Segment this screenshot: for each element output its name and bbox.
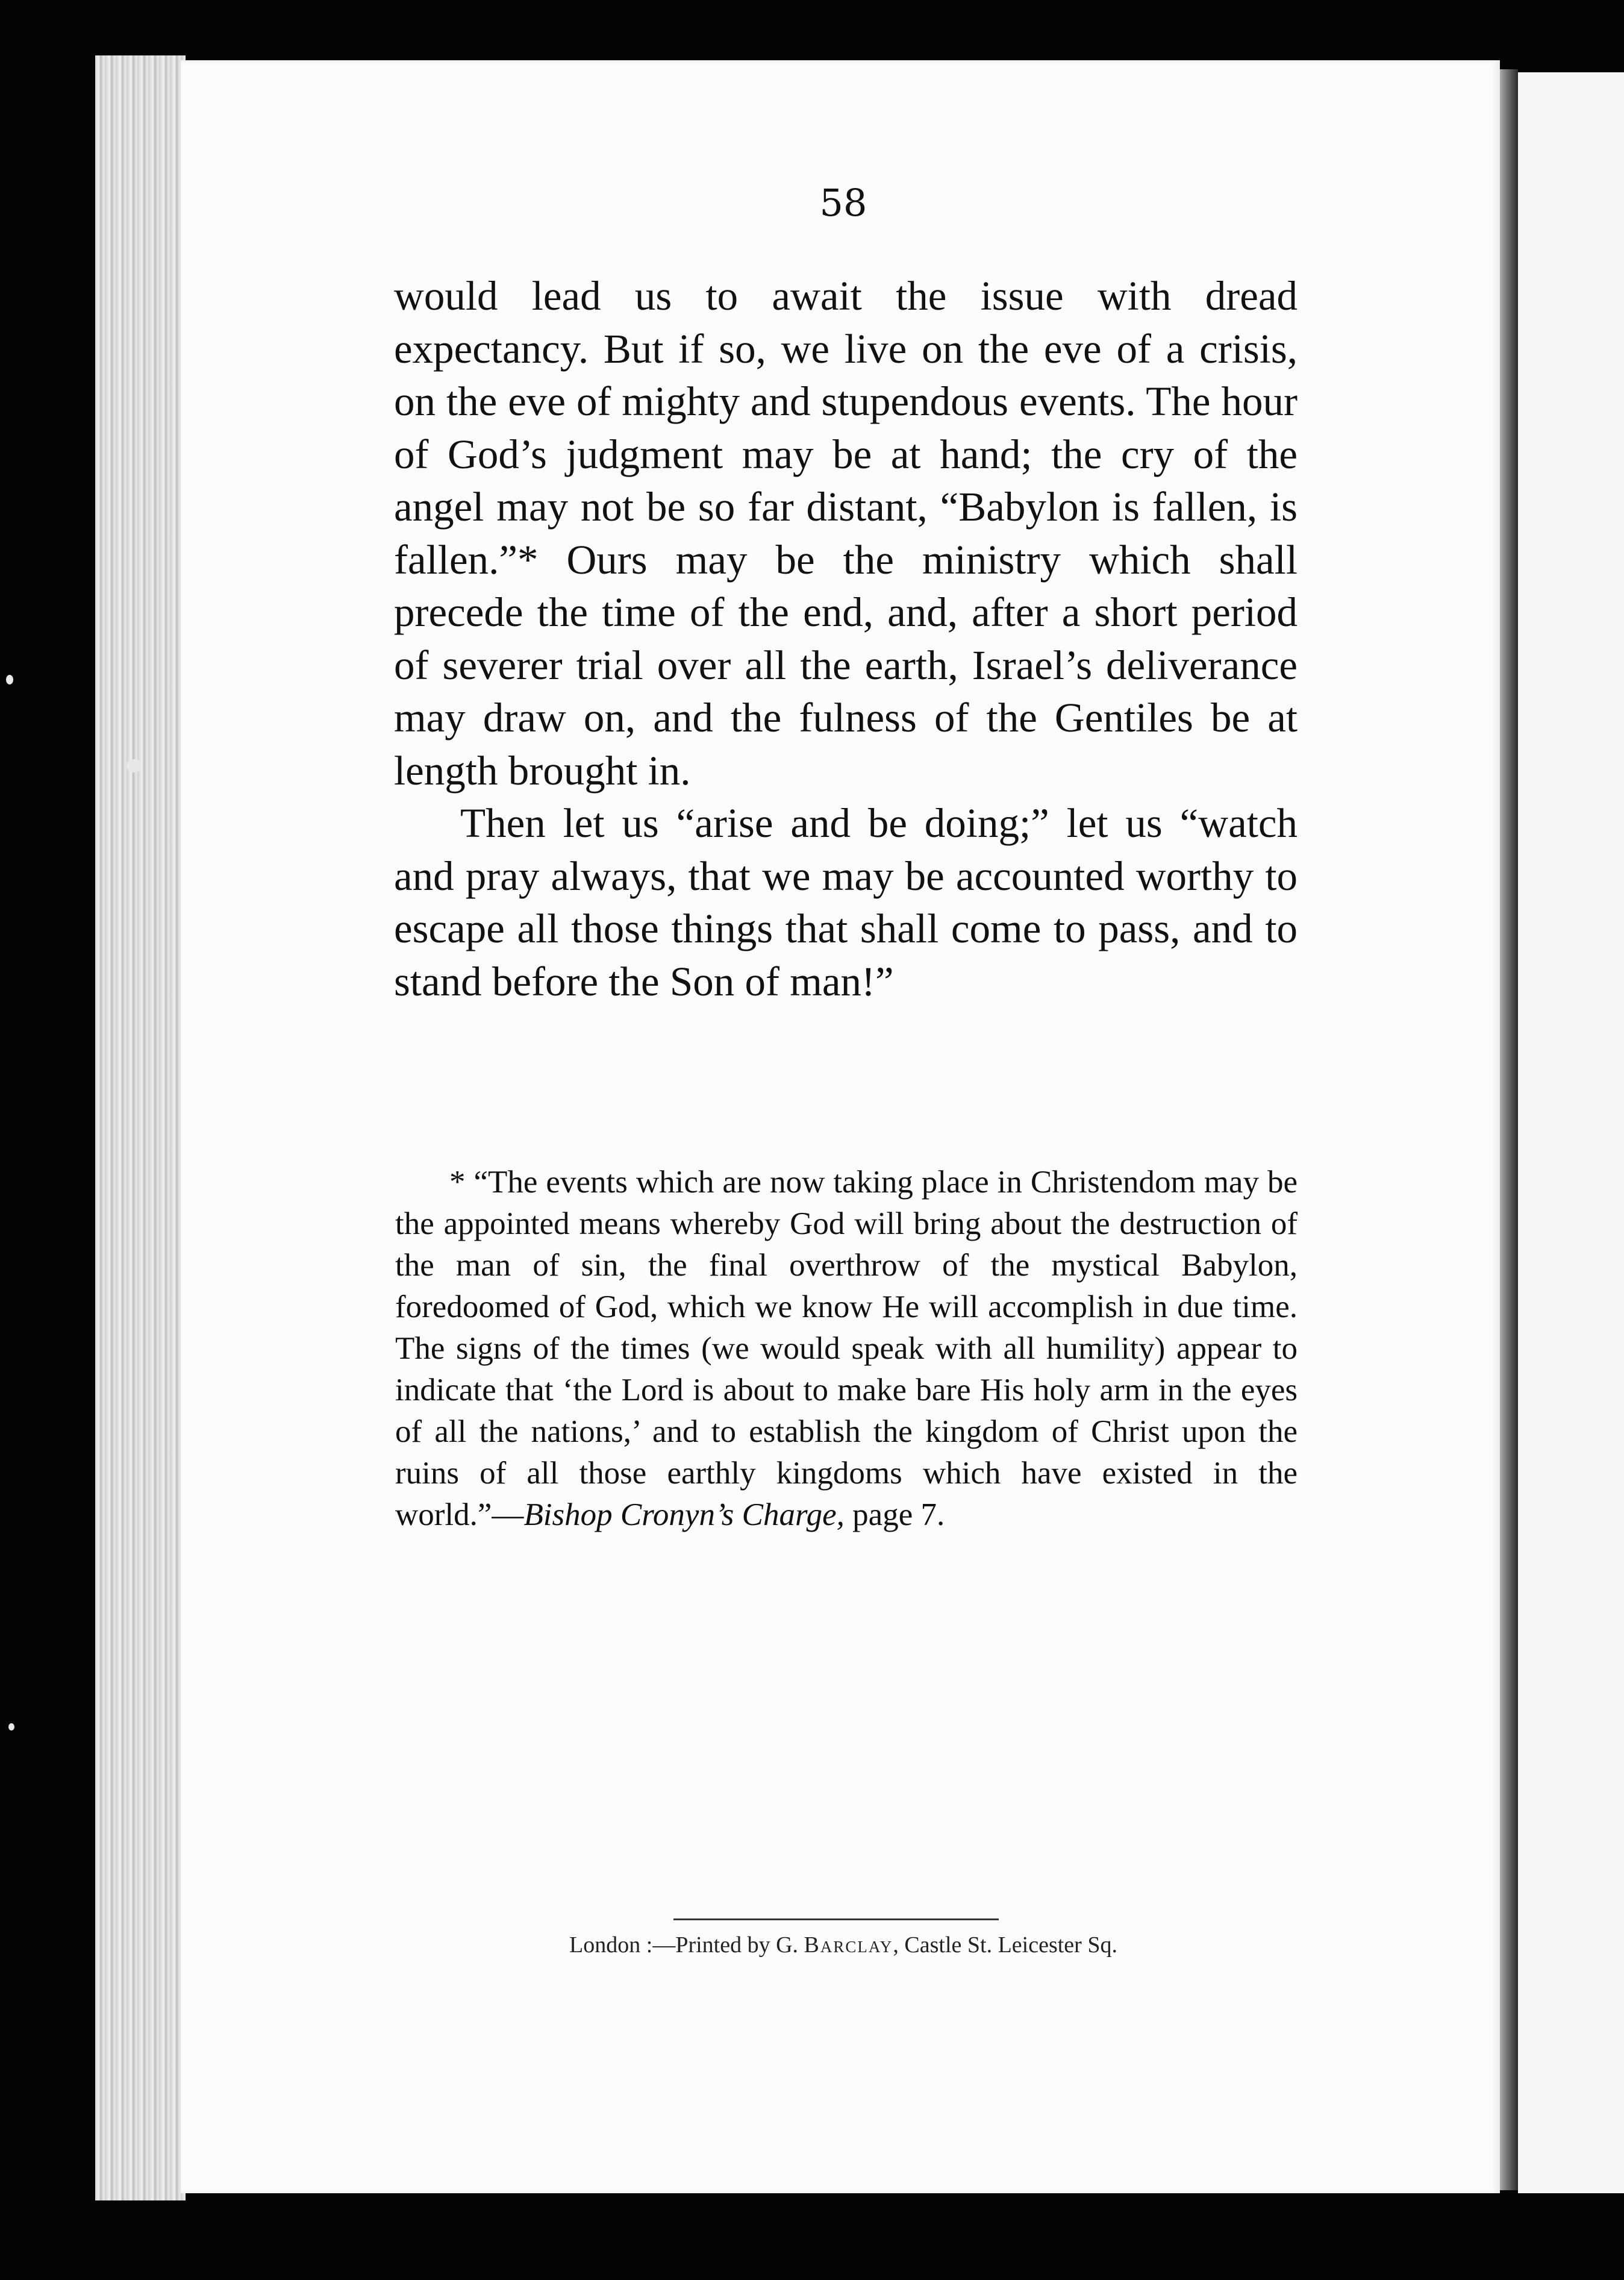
divider-rule	[673, 1918, 999, 1920]
footnote	[395, 1162, 1298, 1536]
imprint-suffix: , Castle St. Leicester Sq.	[893, 1932, 1117, 1958]
margin-speck	[8, 1723, 14, 1730]
imprint-prefix: London :—Printed by G.	[569, 1932, 804, 1958]
margin-speck	[126, 759, 142, 772]
paragraph: Then let us “arise and be doing;” let us “watch and pray always, that we may be accounted worthy to escape all those things that shall come to pass, and to stand before the Son of man!”	[394, 800, 1298, 1004]
footnote-source: Bishop Cronyn’s Charge,	[523, 1497, 845, 1532]
printer-imprint	[422, 1932, 1265, 1958]
imprint-printer: Barclay	[804, 1932, 893, 1958]
paragraph: would lead us to await the issue with dread expectancy. But if so, we live on the eve of a crisis, on the eve of mighty and stupendous events. The hour of God’s judgment may be at hand; the cry of the angel may not be so far distant, “Babylon is fallen, is fallen.”* Ours may be the ministry which shall precede the time of the end, and, after a short period of severer trial over all the earth, Israel’s deliverance may draw on, and the fulness of the Gentiles be at length brought in.	[394, 273, 1298, 794]
body-text	[394, 270, 1298, 1008]
adjacent-page-edge	[1518, 72, 1624, 2193]
page-number: 58	[819, 181, 867, 225]
footnote-text: * “The events which are now taking place in Christendom may be the appointed means whereby God will bring about the destruction of the man of sin, the final overthrow of the mystical Babylon, foredoomed of God, which we know He will accomplish in due time. The signs of the times (we would speak with all humility) appear to indicate that ‘the Lord is about to make bare His holy arm in the eyes of all the nations,’ and to establish the kingdom of Christ upon the ruins of all those earthly kingdoms which have existed in the world.”—	[395, 1165, 1298, 1532]
footnote-page-ref: page 7.	[844, 1497, 945, 1532]
book-leaf-edges	[95, 55, 186, 2200]
margin-speck	[6, 675, 13, 684]
